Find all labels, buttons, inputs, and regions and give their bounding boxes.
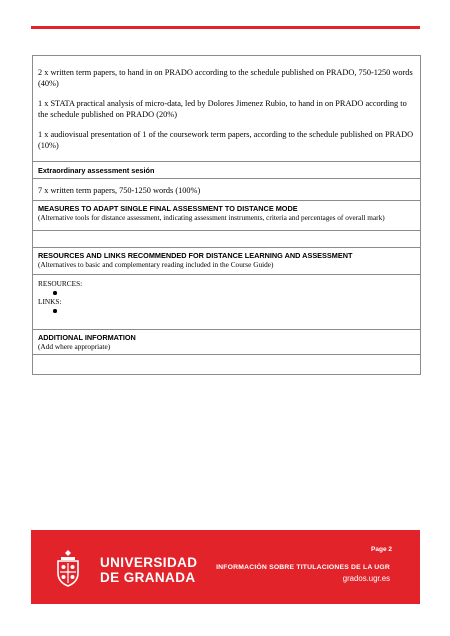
assessment-table — [32, 55, 421, 375]
page-number: Page 2 — [371, 546, 392, 553]
resources-links-row — [33, 248, 420, 275]
stata-item: 1 x STATA practical analysis of micro-data, led by Dolores Jimenez Rubio, to hand in on PRADO according to the schedule published on PRADO (20%) — [38, 99, 407, 119]
university-crest-icon — [53, 548, 83, 588]
university-name — [100, 556, 197, 585]
degree-info-text: INFORMACIÓN SOBRE TITULACIONES DE LA UGR — [216, 564, 390, 571]
distance-mode-row — [33, 201, 420, 231]
additional-info-blank-row — [33, 355, 420, 375]
resources-bullet — [38, 288, 415, 297]
additional-info-heading: ADDITIONAL INFORMATION — [38, 333, 136, 342]
resources-links-sub: (Alternatives to basic and complementary reading included in the Course Guide) — [38, 260, 274, 269]
footer-banner — [31, 530, 420, 604]
distance-mode-heading: MEASURES TO ADAPT SINGLE FINAL ASSESSMENT TO DISTANCE MODE — [38, 204, 298, 213]
audiovisual-item: 1 x audiovisual presentation of 1 of the coursework term papers, according to the schedule published on PRADO (10%) — [38, 130, 414, 150]
header-rule — [31, 26, 420, 29]
extraordinary-text-row — [33, 179, 420, 201]
additional-info-sub: (Add where appropriate) — [38, 342, 111, 351]
bullet-icon — [53, 291, 57, 295]
university-name-line1: UNIVERSIDAD — [100, 555, 198, 570]
term-papers-item: 2 x written term papers, to hand in on PRADO according to the schedule published on PRADO, 750-1250 words (40%) — [38, 68, 413, 88]
extraordinary-text: 7 x written term papers, 750-1250 words (100%) — [38, 186, 201, 195]
distance-mode-sub: (Alternative tools for distance assessment, indicating assessment instruments, criteria and percentages of overall mark) — [38, 213, 385, 222]
links-bullet — [38, 306, 415, 315]
extraordinary-heading: Extraordinary assessment sesión — [38, 166, 155, 175]
resources-list-row — [33, 275, 420, 330]
distance-mode-blank-row — [33, 231, 420, 248]
resources-label: RESOURCES: — [38, 279, 83, 288]
additional-info-row — [33, 330, 420, 355]
links-label: LINKS: — [38, 297, 62, 306]
bullet-icon — [53, 309, 57, 313]
extraordinary-heading-row — [33, 162, 420, 179]
resources-links-heading: RESOURCES AND LINKS RECOMMENDED FOR DISTANCE LEARNING AND ASSESSMENT — [38, 251, 353, 260]
website-link[interactable]: grados.ugr.es — [342, 574, 390, 583]
ordinary-assessment-cell — [33, 56, 420, 162]
university-name-line2: DE GRANADA — [100, 569, 196, 585]
